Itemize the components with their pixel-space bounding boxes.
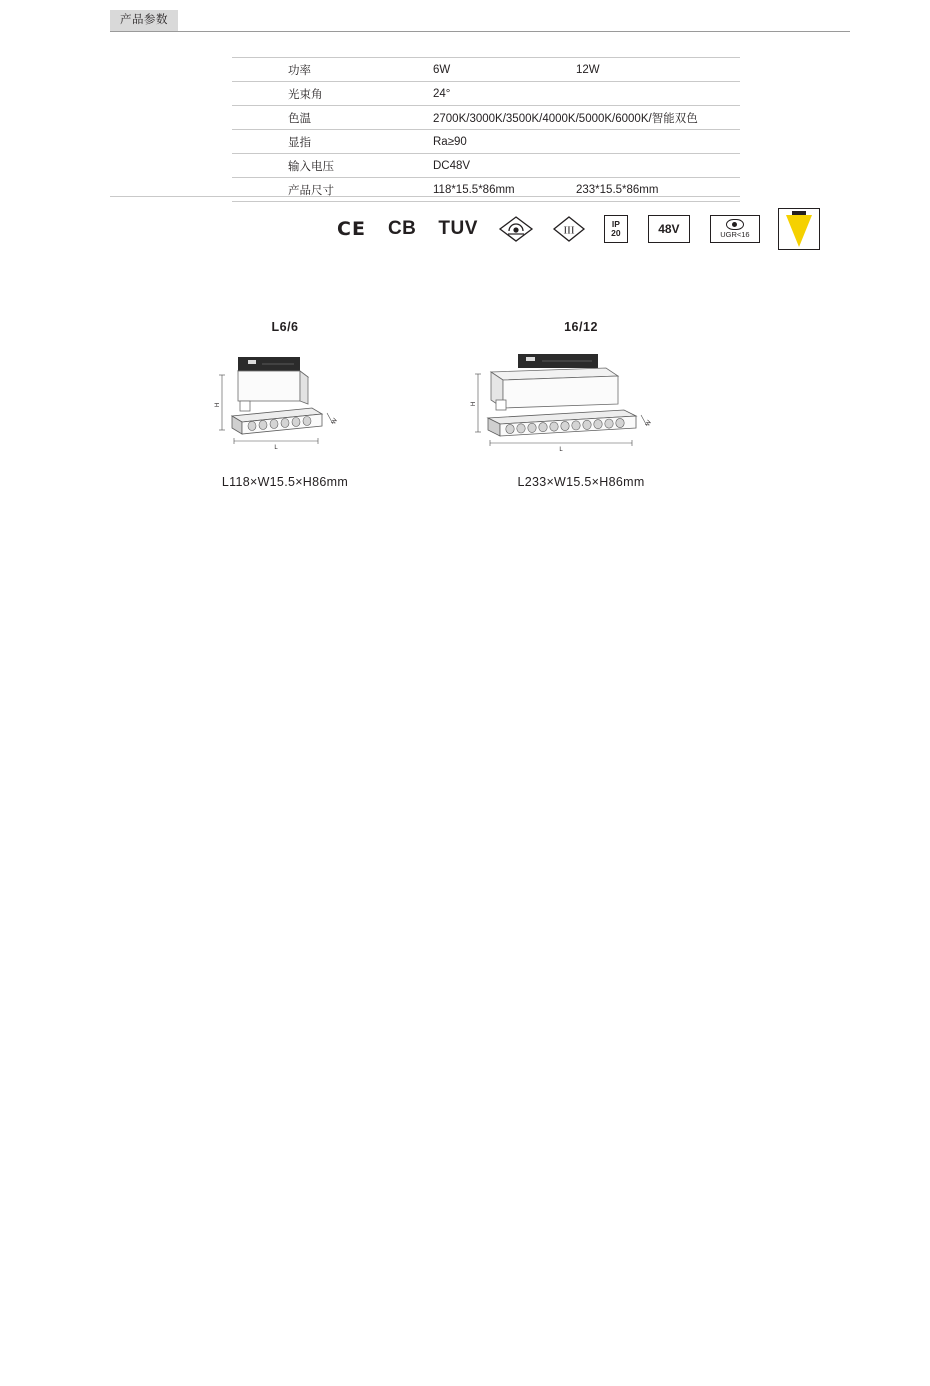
figure-caption: L233×W15.5×H86mm	[517, 475, 645, 489]
spec-table	[232, 57, 740, 202]
dim-l-label: L	[274, 445, 278, 451]
spec-label: 色温	[232, 106, 433, 130]
spec-label: 输入电压	[232, 154, 433, 178]
spec-value-1: Ra≥90	[433, 130, 740, 154]
table-row	[232, 130, 740, 154]
dim-w-label: W	[331, 417, 340, 426]
dim-w-label: W	[645, 419, 654, 428]
page-header	[110, 10, 850, 32]
spec-value-1: 24°	[433, 82, 740, 106]
spec-value-1: DC48V	[433, 154, 740, 178]
ugr-label: UGR<16	[720, 229, 750, 239]
certification-strip	[325, 208, 750, 250]
voltage-label: 48V	[648, 215, 690, 243]
table-row	[232, 82, 740, 106]
table-row	[232, 178, 740, 202]
table-row	[232, 154, 740, 178]
svg-text:III: III	[563, 224, 575, 237]
figure-drawing	[190, 342, 380, 467]
figure-caption: L118×W15.5×H86mm	[221, 475, 349, 489]
spec-label: 产品尺寸	[232, 178, 433, 202]
spec-label: 光束角	[232, 82, 433, 106]
cb-icon: CB	[387, 218, 417, 239]
figure-title: 16/12	[564, 320, 598, 334]
spec-value-1: 2700K/3000K/3500K/4000K/5000K/6000K/智能双色	[433, 106, 740, 130]
section-title-tag: 产品参数	[110, 10, 178, 31]
ce-icon: CE	[337, 218, 366, 240]
rcm-icon	[498, 215, 534, 243]
dim-h-label: H	[471, 401, 477, 407]
tuv-icon: TUV	[438, 218, 478, 239]
spec-label: 功率	[232, 58, 433, 82]
beam-angle-icon	[778, 208, 820, 250]
spec-value-2: 233*15.5*86mm	[576, 178, 740, 202]
figure-drawing	[466, 342, 696, 467]
ip-label-top: IP	[611, 219, 620, 230]
spec-value-1: 6W	[433, 58, 576, 82]
product-figure-small	[190, 320, 380, 489]
product-figure-large	[466, 320, 696, 489]
ip-label-bottom: 20	[611, 228, 621, 238]
class-3-icon	[552, 215, 586, 243]
dim-l-label: L	[559, 447, 563, 453]
table-bottom-divider	[110, 196, 740, 197]
spec-value-1: 118*15.5*86mm	[433, 178, 576, 202]
figure-title: L6/6	[271, 320, 299, 334]
eye-icon	[726, 219, 744, 230]
table-row	[232, 58, 740, 82]
ugr-icon	[710, 215, 760, 243]
ip-rating-icon	[604, 215, 628, 243]
spec-value-2: 12W	[576, 58, 740, 82]
voltage-icon	[648, 215, 690, 243]
dim-h-label: H	[215, 402, 221, 408]
header-divider	[110, 31, 850, 32]
spec-label: 显指	[232, 130, 433, 154]
table-row	[232, 106, 740, 130]
